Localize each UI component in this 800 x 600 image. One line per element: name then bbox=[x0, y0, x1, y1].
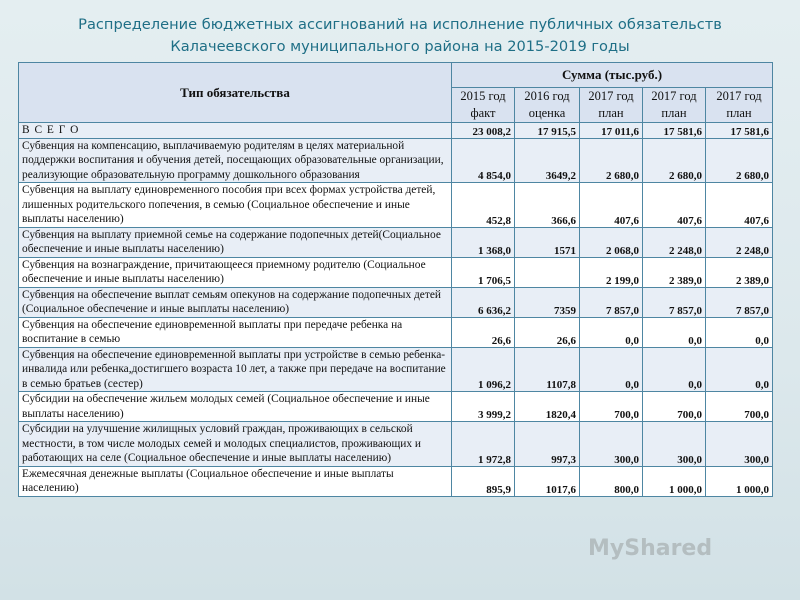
amount-cell: 4 854,0 bbox=[452, 138, 515, 183]
table-row bbox=[19, 392, 773, 422]
amount-cell: 2 680,0 bbox=[706, 138, 773, 183]
title-line-2: Калачеевского муниципального района на 2015-2019 годы bbox=[170, 38, 630, 55]
amount-cell: 2 199,0 bbox=[580, 257, 643, 287]
amount-cell: 0,0 bbox=[643, 317, 706, 347]
header-year-kind: план bbox=[598, 106, 624, 120]
amount-cell: 2 680,0 bbox=[580, 138, 643, 183]
table-row bbox=[19, 287, 773, 317]
table-row bbox=[19, 227, 773, 257]
amount-cell: 1 706,5 bbox=[452, 257, 515, 287]
amount-cell: 2 068,0 bbox=[580, 227, 643, 257]
table-row bbox=[19, 183, 773, 228]
table-row bbox=[19, 466, 773, 496]
amount-cell: 300,0 bbox=[580, 422, 643, 467]
obligation-description: Субвенция на обеспечение выплат семьям опекунов на содержание подопечных детей (Социальное обеспечение и иные выплаты населению) bbox=[19, 287, 452, 317]
header-year bbox=[580, 88, 643, 123]
amount-cell: 26,6 bbox=[452, 317, 515, 347]
total-cell: 17 011,6 bbox=[580, 123, 643, 139]
amount-cell: 1 972,8 bbox=[452, 422, 515, 467]
header-year-label: 2017 год bbox=[588, 89, 634, 103]
amount-cell: 1820,4 bbox=[515, 392, 580, 422]
amount-cell: 0,0 bbox=[706, 317, 773, 347]
amount-cell: 1571 bbox=[515, 227, 580, 257]
amount-cell: 300,0 bbox=[643, 422, 706, 467]
amount-cell: 1017,6 bbox=[515, 466, 580, 496]
total-cell: 17 581,6 bbox=[643, 123, 706, 139]
budget-table bbox=[18, 62, 773, 497]
obligation-description: Ежемесячная денежные выплаты (Социальное обеспечение и иные выплаты населению) bbox=[19, 466, 452, 496]
obligation-description: Субвенция на компенсацию, выплачиваемую родителям в целях материальной поддержки воспитания и обучения детей, посещающих образовательные организации, реализующие образовательную программу дошкольного образования bbox=[19, 138, 452, 183]
amount-cell: 2 389,0 bbox=[706, 257, 773, 287]
amount-cell: 366,6 bbox=[515, 183, 580, 228]
amount-cell: 26,6 bbox=[515, 317, 580, 347]
amount-cell: 3649,2 bbox=[515, 138, 580, 183]
amount-cell: 3 999,2 bbox=[452, 392, 515, 422]
amount-cell: 1 096,2 bbox=[452, 347, 515, 392]
watermark-logo: MyShared bbox=[588, 536, 713, 561]
header-year-kind: факт bbox=[470, 106, 496, 120]
amount-cell: 1 000,0 bbox=[643, 466, 706, 496]
obligation-description: Субвенция на вознаграждение, причитающееся приемному родителю (Социальное обеспечение и иные выплаты населению) bbox=[19, 257, 452, 287]
header-year-label: 2017 год bbox=[651, 89, 697, 103]
amount-cell: 895,9 bbox=[452, 466, 515, 496]
total-label: В С Е Г О bbox=[19, 123, 452, 139]
header-year-label: 2016 год bbox=[524, 89, 570, 103]
total-cell: 23 008,2 bbox=[452, 123, 515, 139]
table-row bbox=[19, 257, 773, 287]
obligation-description: Субсидии на обеспечение жильем молодых семей (Социальное обеспечение и иные выплаты населению) bbox=[19, 392, 452, 422]
amount-cell: 1107,8 bbox=[515, 347, 580, 392]
amount-cell: 2 680,0 bbox=[643, 138, 706, 183]
total-cell: 17 581,6 bbox=[706, 123, 773, 139]
table-row bbox=[19, 347, 773, 392]
amount-cell: 407,6 bbox=[706, 183, 773, 228]
amount-cell: 6 636,2 bbox=[452, 287, 515, 317]
amount-cell: 1 000,0 bbox=[706, 466, 773, 496]
amount-cell: 407,6 bbox=[580, 183, 643, 228]
table-row bbox=[19, 138, 773, 183]
header-obligation-type: Тип обязательства bbox=[19, 63, 452, 123]
amount-cell: 0,0 bbox=[643, 347, 706, 392]
header-year-kind: план bbox=[726, 106, 752, 120]
total-cell: 17 915,5 bbox=[515, 123, 580, 139]
amount-cell: 300,0 bbox=[706, 422, 773, 467]
amount-cell: 800,0 bbox=[580, 466, 643, 496]
amount-cell: 7 857,0 bbox=[706, 287, 773, 317]
header-year bbox=[452, 88, 515, 123]
amount-cell: 7 857,0 bbox=[643, 287, 706, 317]
header-year-kind: план bbox=[661, 106, 687, 120]
amount-cell: 997,3 bbox=[515, 422, 580, 467]
header-year bbox=[515, 88, 580, 123]
obligation-description: Субвенция на выплату приемной семье на содержание подопечных детей(Социальное обеспечение и иные выплаты населению) bbox=[19, 227, 452, 257]
amount-cell: 0,0 bbox=[580, 317, 643, 347]
amount-cell: 0,0 bbox=[706, 347, 773, 392]
amount-cell: 0,0 bbox=[580, 347, 643, 392]
amount-cell: 2 248,0 bbox=[643, 227, 706, 257]
header-year bbox=[643, 88, 706, 123]
header-year-label: 2017 год bbox=[716, 89, 762, 103]
header-year bbox=[706, 88, 773, 123]
amount-cell: 2 248,0 bbox=[706, 227, 773, 257]
obligation-description: Субвенция на обеспечение единовременной выплаты при передаче ребенка на воспитание в семью bbox=[19, 317, 452, 347]
obligation-description: Субвенция на выплату единовременного пособия при всех формах устройства детей, лишенных родительского попечения, в семью (Социальное обеспечение и иные выплаты населению) bbox=[19, 183, 452, 228]
header-year-label: 2015 год bbox=[460, 89, 506, 103]
amount-cell: 1 368,0 bbox=[452, 227, 515, 257]
amount-cell: 452,8 bbox=[452, 183, 515, 228]
amount-cell: 7359 bbox=[515, 287, 580, 317]
obligation-description: Субсидии на улучшение жилищных условий граждан, проживающих в сельской местности, в том числе молодых семей и молодых специалистов, проживающих и работающих на селе (Социальное обеспечение и иные выплаты населению) bbox=[19, 422, 452, 467]
amount-cell: 700,0 bbox=[643, 392, 706, 422]
amount-cell: 7 857,0 bbox=[580, 287, 643, 317]
header-year-kind: оценка bbox=[528, 106, 566, 120]
amount-cell: 2 389,0 bbox=[643, 257, 706, 287]
table-row bbox=[19, 422, 773, 467]
page-title bbox=[0, 14, 800, 58]
amount-cell: 700,0 bbox=[706, 392, 773, 422]
title-line-1: Распределение бюджетных ассигнований на исполнение публичных обязательств bbox=[78, 16, 722, 33]
amount-cell: 700,0 bbox=[580, 392, 643, 422]
obligation-description: Субвенция на обеспечение единовременной выплаты при устройстве в семью ребенка-инвалида или ребенка,достигшего возраста 10 лет, а также при передаче на воспитание в семью братьев (сестер) bbox=[19, 347, 452, 392]
header-amount: Сумма (тыс.руб.) bbox=[452, 63, 773, 88]
amount-cell: 407,6 bbox=[643, 183, 706, 228]
amount-cell bbox=[515, 257, 580, 287]
table-row bbox=[19, 317, 773, 347]
table-row-total bbox=[19, 123, 773, 139]
